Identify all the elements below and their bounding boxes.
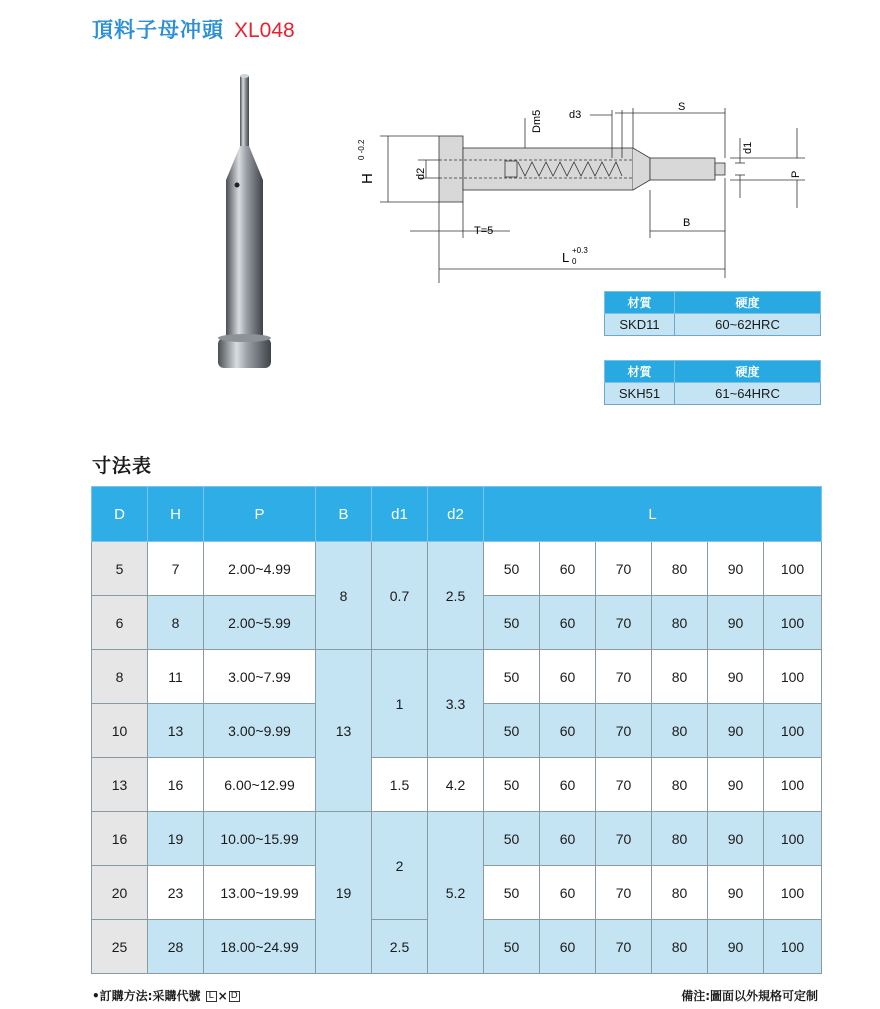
hardness-header: 硬度 (675, 292, 821, 314)
cell-l: 60 (540, 704, 596, 758)
cell-l: 70 (596, 704, 652, 758)
material-header: 材質 (605, 292, 675, 314)
cell-h: 16 (148, 758, 204, 812)
page-title (92, 14, 295, 44)
cell-l: 50 (484, 920, 540, 974)
header-p: P (204, 487, 316, 542)
code-times: × (217, 989, 228, 1003)
cell-l: 60 (540, 542, 596, 596)
cell-d: 20 (92, 866, 148, 920)
cell-l: 90 (708, 596, 764, 650)
table-row (92, 812, 822, 866)
material-table-2 (604, 360, 821, 405)
footer-note: 備注:圖面以外規格可定制 (681, 989, 818, 1003)
cell-l: 60 (540, 920, 596, 974)
order-label: •訂購方法:采購代號 (92, 989, 201, 1003)
cell-b: 19 (316, 812, 372, 974)
cell-l: 70 (596, 542, 652, 596)
cell-h: 19 (148, 812, 204, 866)
cell-l: 80 (652, 542, 708, 596)
cell-d: 10 (92, 704, 148, 758)
hardness-header: 硬度 (675, 361, 821, 383)
cell-p: 3.00~9.99 (204, 704, 316, 758)
cell-l: 100 (764, 650, 822, 704)
cell-l: 70 (596, 650, 652, 704)
cell-d1: 0.7 (372, 542, 428, 650)
cell-d: 25 (92, 920, 148, 974)
cell-l: 70 (596, 812, 652, 866)
code-box-d: D (229, 991, 240, 1002)
cell-d1: 1.5 (372, 758, 428, 812)
cell-l: 70 (596, 596, 652, 650)
product-name: 頂料子母冲頭 (92, 18, 224, 42)
cell-l: 90 (708, 920, 764, 974)
cell-h: 28 (148, 920, 204, 974)
label-d1: d1 (742, 141, 754, 154)
label-d3: d3 (569, 109, 582, 121)
label-l: L (562, 250, 570, 265)
cell-d1: 2 (372, 812, 428, 920)
cell-p: 2.00~4.99 (204, 542, 316, 596)
order-method (92, 987, 241, 1004)
label-t: T=5 (474, 225, 494, 237)
cell-b: 8 (316, 542, 372, 650)
header-l: L (484, 487, 822, 542)
technical-drawing (350, 88, 820, 283)
cell-p: 3.00~7.99 (204, 650, 316, 704)
cell-p: 13.00~19.99 (204, 866, 316, 920)
cell-l: 60 (540, 596, 596, 650)
cell-l: 90 (708, 650, 764, 704)
cell-l: 80 (652, 650, 708, 704)
cell-l: 100 (764, 920, 822, 974)
cell-p: 10.00~15.99 (204, 812, 316, 866)
cell-b: 13 (316, 650, 372, 812)
cell-l: 50 (484, 542, 540, 596)
cell-d2: 5.2 (428, 812, 484, 974)
cell-l: 60 (540, 758, 596, 812)
cell-d2: 2.5 (428, 542, 484, 650)
material-value: SKD11 (605, 314, 675, 336)
cell-l: 100 (764, 866, 822, 920)
cell-l: 100 (764, 812, 822, 866)
label-dm5: Dm5 (531, 109, 543, 133)
header-h: H (148, 487, 204, 542)
cell-l: 50 (484, 866, 540, 920)
cell-l: 50 (484, 758, 540, 812)
material-table-1 (604, 291, 821, 336)
cell-h: 23 (148, 866, 204, 920)
section-title: 寸法表 (92, 455, 153, 477)
cell-l: 80 (652, 920, 708, 974)
cell-l: 70 (596, 866, 652, 920)
header-d: D (92, 487, 148, 542)
hardness-value: 61~64HRC (675, 383, 821, 405)
label-s: S (678, 101, 686, 113)
cell-l: 50 (484, 650, 540, 704)
code-box-l: L (206, 991, 217, 1002)
table-row (92, 758, 822, 812)
cell-d1: 1 (372, 650, 428, 758)
punch-photo (200, 70, 290, 380)
cell-h: 7 (148, 542, 204, 596)
cell-l: 90 (708, 542, 764, 596)
cell-d: 5 (92, 542, 148, 596)
cell-d1: 2.5 (372, 920, 428, 974)
cell-l: 60 (540, 650, 596, 704)
cell-h: 8 (148, 596, 204, 650)
cell-l: 100 (764, 704, 822, 758)
header-d1: d1 (372, 487, 428, 542)
cell-l: 70 (596, 758, 652, 812)
cell-d2: 4.2 (428, 758, 484, 812)
cell-p: 18.00~24.99 (204, 920, 316, 974)
cell-d: 16 (92, 812, 148, 866)
header-b: B (316, 487, 372, 542)
label-b: B (683, 217, 691, 229)
cell-l: 90 (708, 758, 764, 812)
header-d2: d2 (428, 487, 484, 542)
cell-l: 100 (764, 758, 822, 812)
cell-l: 90 (708, 866, 764, 920)
label-l-tol-top: +0.3 (572, 246, 588, 255)
label-l-tol-bottom: 0 (572, 257, 577, 266)
cell-l: 50 (484, 596, 540, 650)
cell-d: 13 (92, 758, 148, 812)
material-header: 材質 (605, 361, 675, 383)
cell-d: 8 (92, 650, 148, 704)
material-value: SKH51 (605, 383, 675, 405)
cell-h: 11 (148, 650, 204, 704)
label-h-tol: 0 -0.2 (357, 139, 366, 160)
table-header-row (92, 487, 822, 542)
cell-l: 80 (652, 758, 708, 812)
product-code: XL048 (234, 19, 295, 42)
table-row (92, 542, 822, 596)
table-row (92, 650, 822, 704)
cell-l: 90 (708, 704, 764, 758)
label-h: H (359, 173, 376, 184)
cell-l: 100 (764, 596, 822, 650)
cell-l: 80 (652, 812, 708, 866)
cell-l: 60 (540, 812, 596, 866)
cell-l: 60 (540, 866, 596, 920)
label-p: P (790, 170, 802, 178)
cell-l: 80 (652, 704, 708, 758)
cell-l: 70 (596, 920, 652, 974)
dimension-table (91, 486, 822, 974)
cell-l: 80 (652, 596, 708, 650)
cell-d: 6 (92, 596, 148, 650)
cell-p: 6.00~12.99 (204, 758, 316, 812)
cell-l: 90 (708, 812, 764, 866)
cell-l: 80 (652, 866, 708, 920)
cell-l: 100 (764, 542, 822, 596)
cell-h: 13 (148, 704, 204, 758)
cell-d2: 3.3 (428, 650, 484, 758)
cell-p: 2.00~5.99 (204, 596, 316, 650)
label-d2: d2 (415, 167, 427, 180)
hardness-value: 60~62HRC (675, 314, 821, 336)
cell-l: 50 (484, 704, 540, 758)
cell-l: 50 (484, 812, 540, 866)
